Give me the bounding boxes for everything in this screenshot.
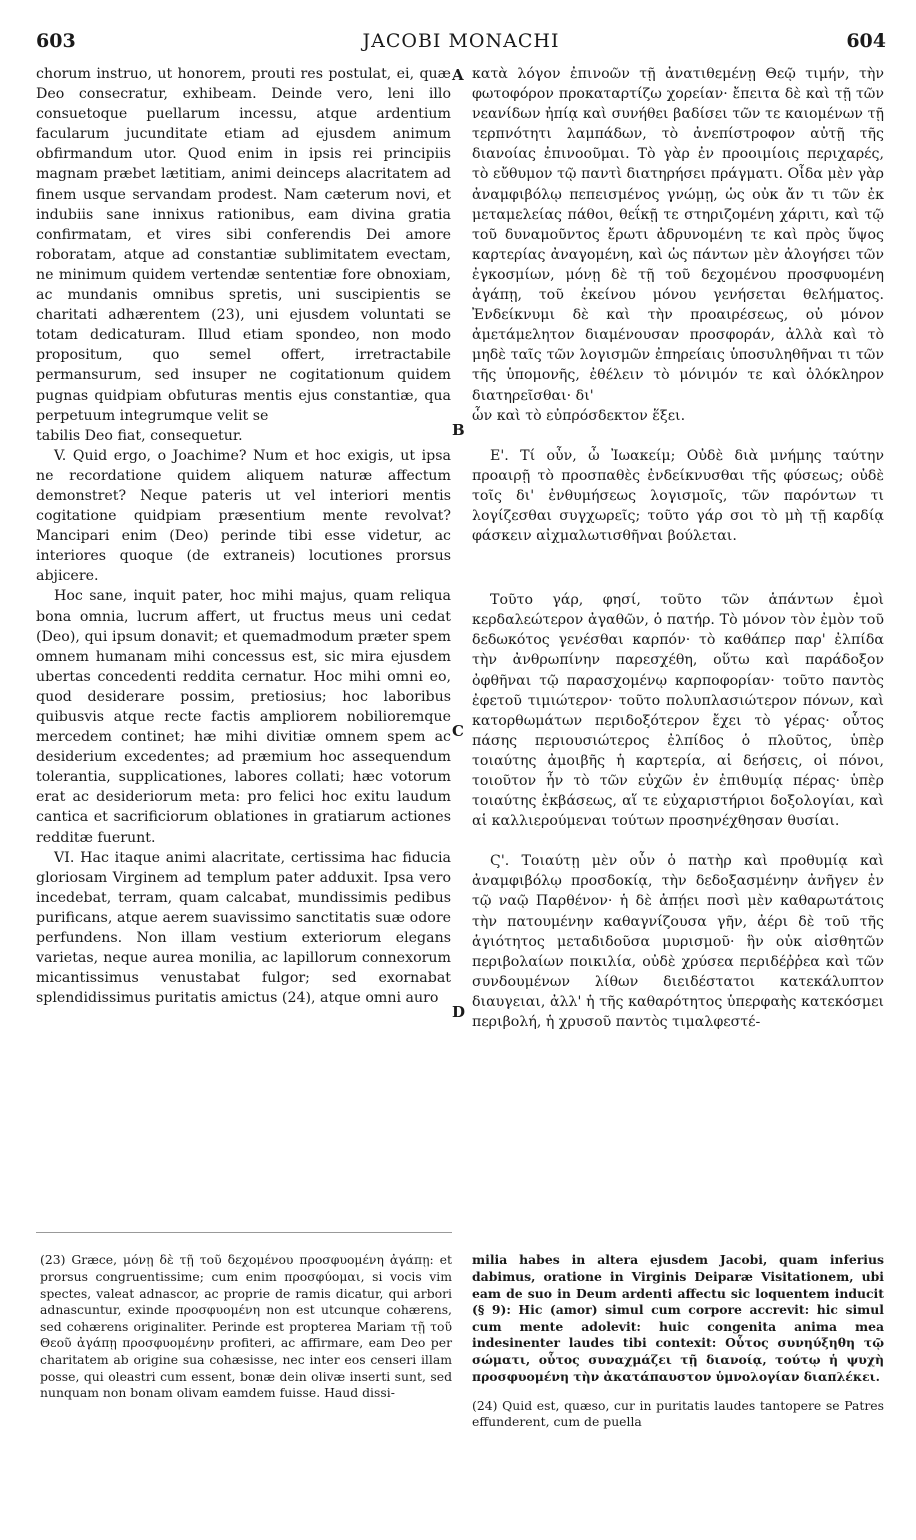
greek-paragraph-1-end: ὧν καὶ τὸ εὐπρόσδεκτον ἕξει. (472, 407, 686, 424)
latin-paragraph-4: VI. Hac itaque animi alacritate, certissima hac fiducia gloriosam Virginem ad templum pater adduxit. Ipsa vero incedebat, terram, quam calcabat, mundissimis pedibus purificans, atque aerem suavissimo sanctitatis suæ odore perfundens. Non illam vestium exteriorum elegans varietas, neque aurea monilia, ac lapillorum connexorum micantissimus venustabat fulgor; sed exornabat splendidissimus puritatis amictus (24), atque omni auro (36, 849, 451, 1007)
greek-paragraph-2: Ε'. Τί οὖν, ὦ Ἰωακείμ; Οὐδὲ διὰ μνήμης ταύτην προαιρῇ τὸ προσπαθὲς ἐνδείκνυσθαι τῆς φύσεως; οὐδὲ τοῖς δι' ἐνθυμήσεως λογισμοῖς, τῶν παρόντων τι λογίζεσθαι συγχωρεῖς; τοῦτο γάρ σοι τὸ μὴ τῇ καρδίᾳ φάσκειν αἰχμαλωτισθῆναι βούλεται. (472, 447, 884, 545)
page-number-right: 604 (846, 30, 886, 52)
greek-paragraph-4: Ϛ'. Τοιαύτῃ μὲν οὖν ὁ πατὴρ καὶ προθυμίᾳ καὶ ἀναμφιβόλῳ προσδοκίᾳ, τὴν δεδοξασμένην ἀνῆγεν ἐν τῷ ναῷ Παρθένον· ἡ δὲ ἀπῄει ποσὶ μὲν καθαρωτάτοις τὴν πατουμένην καθαγνίζουσα γῆν, ἀέρι δὲ τοῦ τῆς ἁγιότητος μεταδιδοῦσα μυρισμοῦ· ἣν οὐκ αἰσθητῶν περιβολαίων ποικιλία, οὐδὲ χρύσεα περιδέῤῥεα καὶ τῶν συνδουμένων λίθων διειδέστατοι κατεκάλυπτον διαυγειαι, ἀλλ' ἡ τῆς καθαρότητος ὑπερφαὴς κατεκόσμει περιβολή, ἡ χρυσοῦ παντὸς τιμαλφεστέ- (472, 853, 884, 1031)
page-number-left: 603 (36, 30, 76, 52)
margin-letter-b: B (452, 421, 465, 439)
latin-paragraph-3: Hoc sane, inquit pater, hoc mihi majus, quam reliqua bona omnia, lucrum affert, ut fructus meus uni cedat (Deo), qui ipsum donavit; et quemadmodum præter spem omnem humanam mihi concessus est, sic mira ejusdem ubertas concedenti reddita cernatur. Hoc mihi omni eo, quod desiderare possim, pretiosius; hoc laboribus quibusvis atque recte factis ampliorem nobilioremque mercedem continet; hæ mihi divitiæ omnem spem ac desiderium excedentes; ad præmium hoc assequendum tolerantia, supplicationes, labores collati; hæc votorum erat ac desideriorum meta: pro felici hoc exitu laudum cantica et sacrificiorum oblationes in gratiarum actiones redditæ fuerunt. (36, 588, 451, 846)
margin-letter-a: A (452, 66, 464, 84)
margin-letter-d: D (452, 1003, 466, 1021)
latin-paragraph-1-tail: tabilis Deo fiat, consequetur. (36, 427, 243, 444)
footnote-23 (40, 1240, 452, 1414)
greek-paragraph-1: κατὰ λόγον ἐπινοῶν τῇ ἀνατιθεμένῃ Θεῷ τιμήν, τὴν φωτοφόρον προκαταρτίζω χορείαν· ἔπειτα δὲ καὶ τῇ τῶν νεανίδων ἠπίᾳ καὶ συνήθει βαδίσει τῶν τε καιομένων τῇ τερπνότητι λαμπάδων, τὸ ἀνεπίστροφον αὐτῇ τῆς διανοίας ἐπινοοῦμαι. Τὸ γὰρ ἐν προοιμίοις περιχαρές, τὸ εὔθυμον τῷ παντὶ διατηρήσει πράγματι. Οἶδα μὲν γὰρ ἀναμφιβόλῳ πεπεισμένος γνώμῃ, ὡς οὐκ ἄν τι τῶν ἐκ μεταμελείας πάθοι, θεΐκῇ τε στηριζομένη χάριτι, καὶ τῷ τοῦ δυναμοῦντος ἔρωτι ἀδρυνομένη τε καὶ πρὸς ὕψος καρτερίας ἀναγομένη, καὶ ὡς πάντων μὲν ἀλογήσει τῶν ἐγκοσμίων, μόνῃ δὲ τῇ τοῦ δεχομένου προσφυομένη ἀγάπῃ, τοῦ ἐκείνου μόνου γενήσεται θελήματος. Ἐνδείκνυμι δὲ καὶ τὴν προαιρέσεως, οὐ μόνον ἀμετάμελητον διαμένουσαν προσφοράν, ἀλλὰ καὶ τὸ μηδὲ ταῖς τῶν λογισμῶν ἐπηρείαις ὑποσυληθῆναι τι τῶν τῆς ὑπομονῆς, ἐθέλειν τὸ μόνιμόν τε καὶ ὁλόκληρον διατηρεῖσθαι· δι' (472, 66, 884, 404)
margin-letter-c: C (452, 722, 464, 740)
footnote-continuation-text: milia habes in altera ejusdem Jacobi, quam inferius dabimus, oratione in Virginis Deiparæ Visitationem, ubi eam de suo in Deum ardenti affectu sic loquentem inducit (§ 9): Hic (amor) simul cum corpore accrevit: hic simul cum mente adolevit: huic congenita anima mea indesinenter laudes tibi contexit: Οὗτος συνηύξηθη τῷ σώματι, οὗτος συναχμάζει τῇ διανοίᾳ, τούτῳ ἡ ψυχὴ προσφυομένη τὴν ἀκατάπαυστον ὑμνολογίαν διαπλέκει. (472, 1252, 884, 1384)
latin-paragraph-1: chorum instruo, ut honorem, prouti res postulat, ei, quæ Deo consecratur, exhibeam. Deinde vero, leni illo consuetoque puellarum incessu, atque ardentium facularum jucunditate etiam ad ejusdem animum obfirmandum utor. Quod enim in ipsis rei principiis magnam præbet lætitiam, animi deinceps alacritatem ad finem usque servandam prodest. Nam cæterum novi, et indubiis sane innixus rationibus, eam divina gratia confirmatam, et vires sibi conferendis Dei amore roboratam, atque ad constantiæ sublimitatem evectam, ne minimum quidem vertendæ sententiæ fore obnoxiam, ac mundanis omnibus spretis, uni suscipientis se charitati adhærentem (23), uni ejusdem voluntati se totam dedicaturam. Illud etiam spondeo, non modo propositum, quo semel offert, irretractabile permansurum, sed insuper ne cogitationum quidem pugnas quidpiam obfuturas mentis ejus constantiæ, qua perpetuum integrumque velit se (36, 66, 451, 424)
footnote-rule (36, 1232, 452, 1233)
footnote-24-text: (24) Quid est, quæso, cur in puritatis laudes tantopere se Patres effunderent, cum de puella (472, 1397, 884, 1430)
latin-paragraph-2: V. Quid ergo, o Joachime? Num et hoc exigis, ut ipsa ne recordatione quidem aliquem naturæ affectum demonstret? Neque pateris ut vel interiori mentis cogitatione quidpiam præsentium mente revolvat? Mancipari enim (Deo) perinde tibi esse videtur, ac interiores quoque (de extraneis) locutiones prorsus abjicere. (36, 447, 451, 585)
greek-paragraph-3: Τοῦτο γάρ, φησί, τοῦτο τῶν ἁπάντων ἐμοὶ κερδαλεώτερον ἀγαθῶν, ὁ πατήρ. Τὸ μόνον τὸν ἐμὸν τοῦ δεδωκότος γενέσθαι καρπόν· τὸ καθάπερ παρ' ἐλπίδα τὴν ἀνθρωπίνην παρεσχέθη, οὕτω καὶ παράδοξον ὀφθῆναι τῷ παρασχομένῳ καρποφορίαν· τοῦτο παντὸς ἐφετοῦ τιμιώτερον· τοῦτο πολυπλασιώτερον πόνων, καὶ κατορθωμάτων περιδοξότερον ἔχει τὸ γέρας· οὗτος πάσης περιουσιώτερος ἐλπίδος ὁ πλοῦτος, ὑπὲρ τοιαύτης ἀμοιβῆς ἡ καρτερία, αἱ δεήσεις, οἱ πόνοι, τοιοῦτον ἦν τὸ τῶν εὐχῶν ἐν ἐπιθυμίᾳ πέρας· ὑπὲρ τοιαύτης ἐκβάσεως, αἵ τε εὐχαριστήριοι δοξολογίαι, καὶ αἱ καλλιερούμεναι τούτων προσηνέχθησαν θυσίαι. (472, 592, 884, 830)
footnote-23-text: (23) Græce, μόνῃ δὲ τῇ τοῦ δεχομένου προσφυομένη ἀγάπῃ: et prorsus congruentissime; cum enim προσφύομαι, si vocis vim spectes, valeat adnascor, ac proprie de ramis dicatur, qui arbori adnascuntur, exinde προσφυομένη non est utcunque cohærens, sed cohærens originaliter. Perinde est propterea Mariam τῇ τοῦ Θεοῦ ἀγάπῃ προσφυομένην profiteri, ac affirmare, eam Deo per charitatem ab origine sua cohæsisse, nec inter eos censeri illam posse, qui oleastri cum essent, bonæ dein olivæ inserti sunt, sed nunquam non bonam olivam eamdem fuisse. Haud dissi- (40, 1252, 452, 1401)
latin-column (36, 64, 451, 1008)
page-header (36, 30, 886, 60)
running-title: JACOBI MONACHI (362, 30, 560, 52)
greek-column (472, 64, 884, 1032)
footnote-continuation (472, 1240, 884, 1443)
